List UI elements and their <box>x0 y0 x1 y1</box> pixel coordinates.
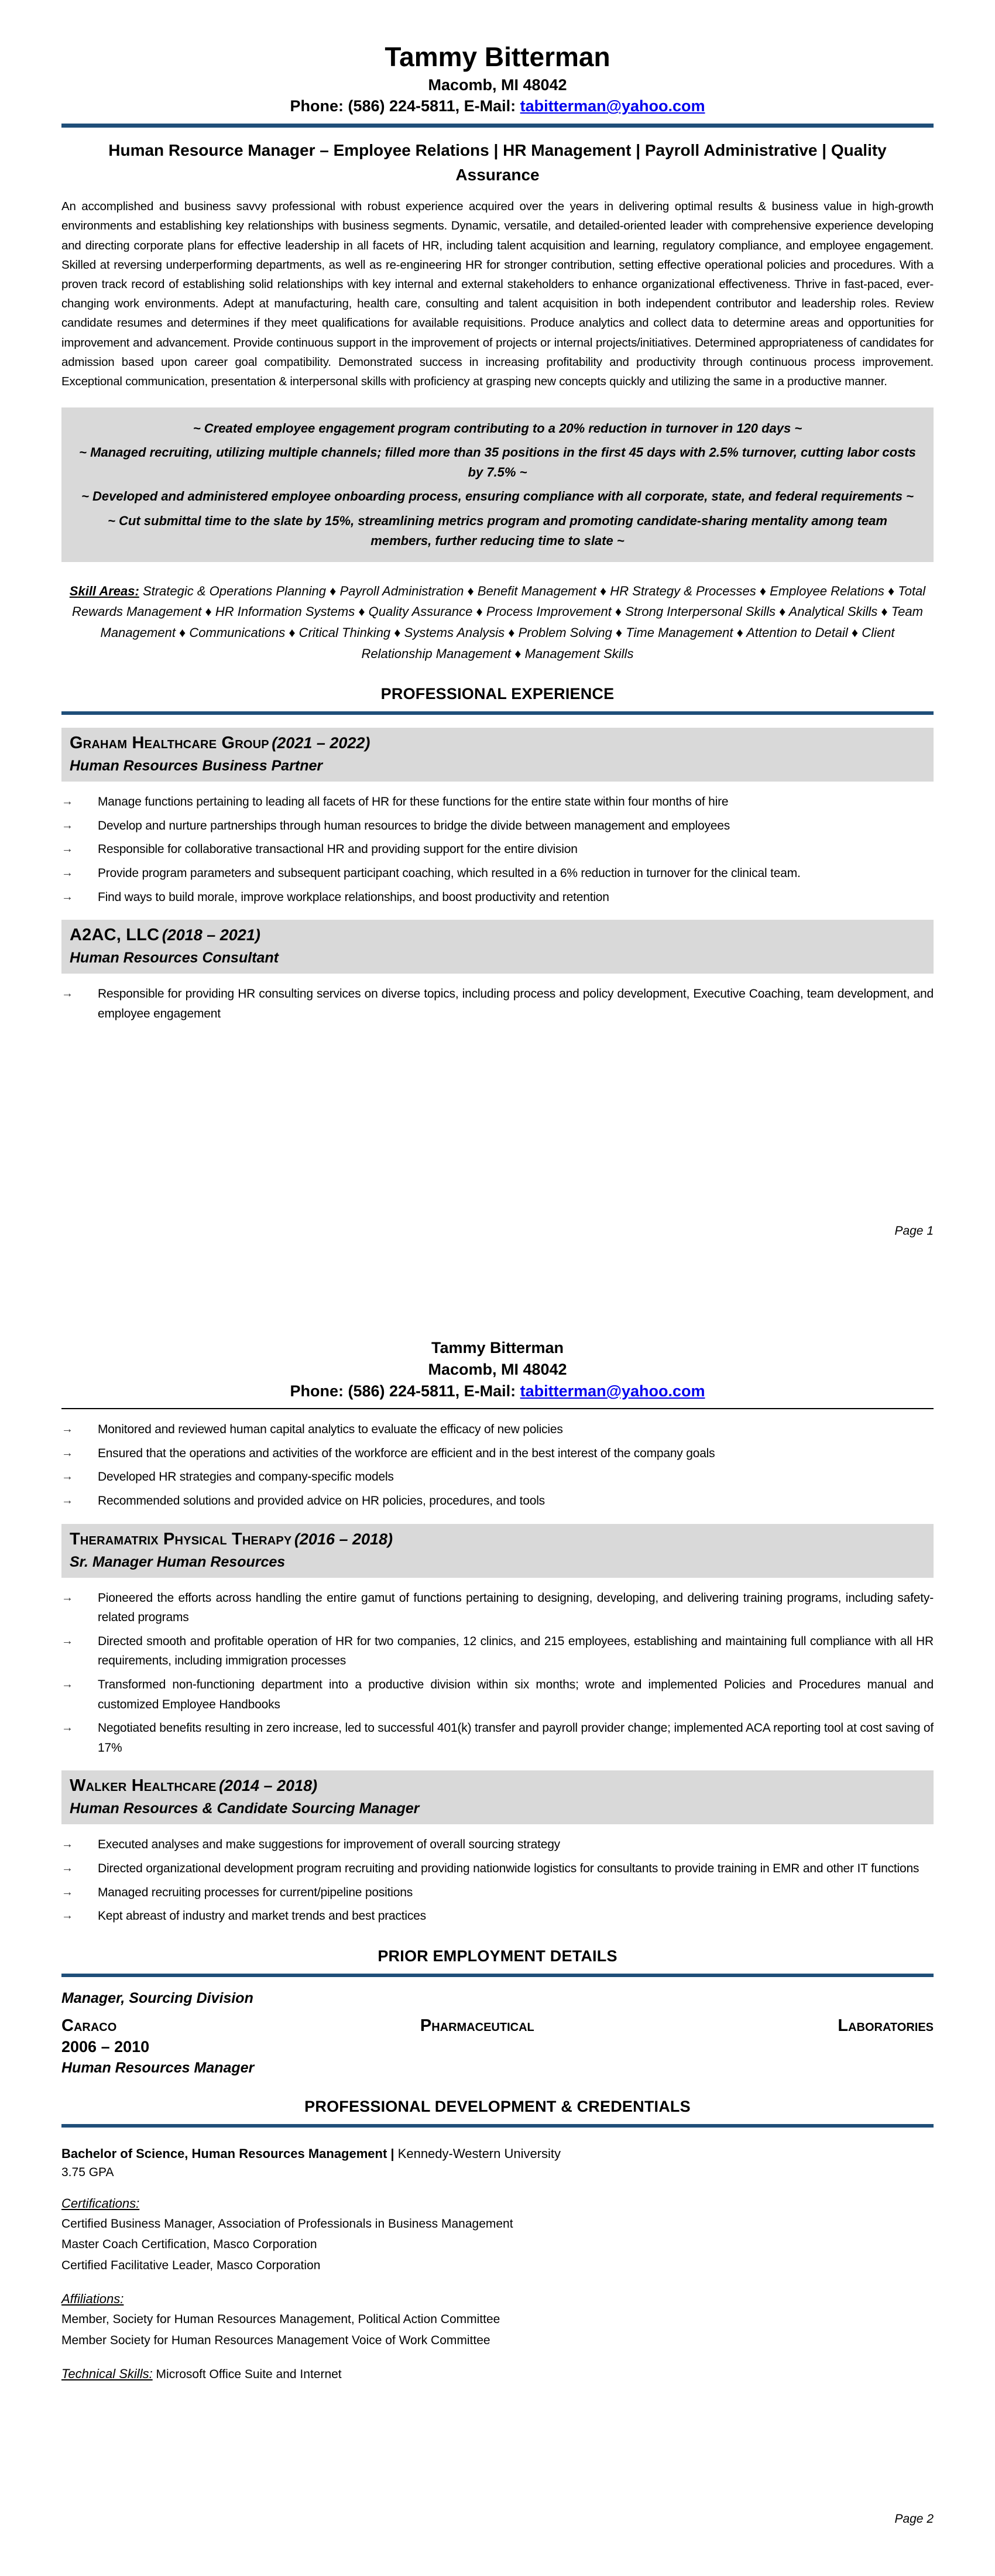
company-name: Walker Healthcare <box>70 1776 217 1796</box>
bullet-item <box>61 888 934 907</box>
job-banner-line1 <box>70 1776 925 1796</box>
bullet-text: Negotiated benefits resulting in zero increase, led to successful 401(k) transfer and payroll provider change; implemented ACA reporting tool at cost saving of 17% <box>98 1721 934 1755</box>
prior-employment-dates: 2006 – 2010 <box>61 2037 150 2056</box>
certifications-label: Certifications: <box>61 2195 140 2211</box>
prior-job-title-sourcing: Manager, Sourcing Division <box>61 1989 253 2006</box>
bullet-text: Pioneered the efforts across handling the entire gamut of functions pertaining to designing, developing, and delivering training programs, including safety-related programs <box>98 1591 934 1625</box>
section-heading-prior-employment: PRIOR EMPLOYMENT DETAILS <box>378 1947 617 1965</box>
header-divider <box>61 124 934 128</box>
arrow-bullet-icon: → <box>61 818 73 832</box>
bullet-text: Managed recruiting processes for current/pipeline positions <box>98 1885 413 1899</box>
bullet-list-walker <box>61 1835 934 1926</box>
arrow-bullet-icon: → <box>61 890 73 903</box>
job-banner-line1 <box>70 926 925 945</box>
job-title: Human Resources Business Partner <box>70 758 323 775</box>
skill-areas <box>67 581 928 664</box>
arrow-bullet-icon: → <box>61 1861 73 1875</box>
arrow-bullet-icon: → <box>61 1634 73 1647</box>
achievement-line: ~ Managed recruiting, utilizing multiple channels; filled more than 35 positions in the first 45 days with 2.5% turnover, cutting labor costs by 7.5% ~ <box>79 445 916 480</box>
company-name: A2AC, LLC <box>70 926 160 945</box>
bullet-item <box>61 1883 934 1903</box>
job-banner-walker <box>61 1770 934 1824</box>
job-title: Human Resources & Candidate Sourcing Manager <box>70 1800 420 1817</box>
achievement-line: ~ Developed and administered employee onboarding process, ensuring compliance with all corporate, state, and federal requirements ~ <box>81 489 914 504</box>
arrow-bullet-icon: → <box>61 1446 73 1460</box>
technical-skills-value: Microsoft Office Suite and Internet <box>152 2368 342 2382</box>
bullet-text: Transformed non-functioning department into a productive division within six months; wrote and implemented Policies and Procedures manual and customized Employee Handbooks <box>98 1678 934 1711</box>
achievements-block <box>61 407 934 562</box>
bullet-item <box>61 1467 934 1487</box>
certification-item: Certified Facilitative Leader, Masco Corporation <box>61 2258 321 2272</box>
email-link[interactable]: tabitterman@yahoo.com <box>520 1382 705 1400</box>
section-heading-development: PROFESSIONAL DEVELOPMENT & CREDENTIALS <box>304 2097 691 2115</box>
bullet-text: Manage functions pertaining to leading all facets of HR for these functions for the entire state within four months of hire <box>98 795 729 809</box>
university: Kennedy-Western University <box>394 2146 561 2161</box>
candidate-address: Macomb, MI 48042 <box>428 76 567 94</box>
page-number-2: Page 2 <box>894 2512 934 2526</box>
employment-dates: (2016 – 2018) <box>294 1530 393 1548</box>
bullet-item <box>61 864 934 883</box>
candidate-name: Tammy Bitterman <box>385 42 610 72</box>
bullet-text: Develop and nurture partnerships through human resources to bridge the divide between management and employees <box>98 818 730 833</box>
bullet-text: Find ways to build morale, improve workplace relationships, and boost productivity and retention <box>98 890 609 904</box>
job-banner-line1 <box>70 1530 925 1549</box>
contact-line <box>61 1382 934 1402</box>
bullet-text: Provide program parameters and subsequent participant coaching, which resulted in a 6% reduction in turnover for the clinical team. <box>98 866 801 880</box>
affiliation-item: Member, Society for Human Resources Management, Political Action Committee <box>61 2313 500 2327</box>
bullet-text: Recommended solutions and provided advice on HR policies, procedures, and tools <box>98 1494 545 1508</box>
section-heading-experience: PROFESSIONAL EXPERIENCE <box>380 685 615 703</box>
bullet-item <box>61 1859 934 1879</box>
affiliations-label: Affiliations: <box>61 2291 124 2307</box>
arrow-bullet-icon: → <box>61 1423 73 1436</box>
bullet-text: Responsible for providing HR consulting services on diverse topics, including process and policy development, Executive Coaching, team development, and employee engagement <box>98 987 934 1020</box>
job-title: Human Resources Consultant <box>70 950 279 967</box>
candidate-name: Tammy Bitterman <box>431 1339 564 1356</box>
bullet-item <box>61 792 934 812</box>
resume-headline: Human Resource Manager – Employee Relations | HR Management | Payroll Administrative | Quality Assurance <box>108 141 887 184</box>
bullet-list-theramatrix <box>61 1588 934 1758</box>
bullet-item <box>61 1588 934 1628</box>
bullet-text: Directed smooth and profitable operation of HR for two companies, 12 clinics, and 215 employees, establishing and maintaining full compliance with all HR requirements, including immigration processes <box>98 1634 934 1668</box>
bullet-item <box>61 1906 934 1926</box>
company-name: Graham Healthcare Group <box>70 734 269 753</box>
bullet-text: Kept abreast of industry and market trends and best practices <box>98 1909 426 1923</box>
candidate-address: Macomb, MI 48042 <box>428 1360 567 1378</box>
bullet-item <box>61 1835 934 1855</box>
achievement-line: ~ Created employee engagement program contributing to a 20% reduction in turnover in 120 days ~ <box>193 421 802 436</box>
arrow-bullet-icon: → <box>61 1909 73 1923</box>
achievement-line: ~ Cut submittal time to the slate by 15%, streamlining metrics program and promoting candidate-sharing mentality among team members, further reducing time to slate ~ <box>108 513 887 548</box>
bullet-item <box>61 1444 934 1464</box>
prior-job-title-hr-manager: Human Resources Manager <box>61 2059 255 2076</box>
job-banner-line1 <box>70 734 925 753</box>
arrow-bullet-icon: → <box>61 1494 73 1508</box>
technical-skills-label: Technical Skills: <box>61 2366 153 2382</box>
bullet-text: Developed HR strategies and company-specific models <box>98 1470 394 1484</box>
arrow-bullet-icon: → <box>61 795 73 809</box>
employment-dates: (2014 – 2018) <box>218 1777 318 1795</box>
arrow-bullet-icon: → <box>61 1838 73 1851</box>
degree: Bachelor of Science, Human Resources Management | <box>61 2146 394 2161</box>
certification-item: Certified Business Manager, Association of Professionals in Business Management <box>61 2217 513 2231</box>
professional-summary: An accomplished and business savvy professional with robust experience acquired over the years in delivering optimal results & business value in high-growth environments and establishing key relationships with business segments. Dynamic, versatile, and detailed-oriented leader with comprehensive experience developing and directing corporate plans for effective leadership in all facets of HR, including talent acquisition and learning, regulatory compliance, and employee engagement. Skilled at reversing underperforming departments, as well as re-engineering HR for stronger contribution, setting effective operational policies and procedures. With a proven track record of establishing solid relationships with key internal and external stakeholders to enhance organizational effectiveness. Thrive in fast-paced, ever-changing work environments. Adept at manufacturing, health care, consulting and talent acquisition in both independent contributor and leadership roles. Review candidate resumes and determines if they meet qualifications for available requisitions. Produce analytics and collect data to determine areas and opportunities for improvement and advancement. Provide continuous support in the improvement of projects or internal projects/initiatives. Determined appropriateness of candidates for admission based upon career goal compatibility. Demonstrated success in increasing profitability and productivity through continuous process improvement. Exceptional communication, presentation & interpersonal skills with proficiency at grasping new concepts quickly and utilizing the same in a productive manner. <box>61 200 934 388</box>
bullet-list-graham <box>61 792 934 907</box>
job-title: Sr. Manager Human Resources <box>70 1553 286 1570</box>
bullet-item <box>61 1718 934 1758</box>
job-banner-graham <box>61 728 934 782</box>
section-divider <box>61 2124 934 2128</box>
company-name: Theramatrix Physical Therapy <box>70 1529 292 1549</box>
page-number-1: Page 1 <box>894 1224 934 1238</box>
bullet-text: Executed analyses and make suggestions for improvement of overall sourcing strategy <box>98 1838 560 1852</box>
bullet-item <box>61 816 934 836</box>
gpa: 3.75 GPA <box>61 2165 114 2179</box>
section-divider <box>61 1974 934 1977</box>
phone-email-prefix: Phone: (586) 224-5811, E-Mail: <box>290 1382 520 1400</box>
email-link[interactable]: tabitterman@yahoo.com <box>520 97 705 115</box>
bullet-item <box>61 984 934 1023</box>
arrow-bullet-icon: → <box>61 1885 73 1899</box>
bullet-item <box>61 1491 934 1511</box>
bullet-item <box>61 1675 934 1714</box>
contact-line <box>61 97 934 117</box>
bullet-list-continuation <box>61 1420 934 1510</box>
bullet-text: Responsible for collaborative transactional HR and providing support for the entire division <box>98 842 578 857</box>
job-banner-theramatrix <box>61 1524 934 1578</box>
bullet-item <box>61 840 934 859</box>
arrow-bullet-icon: → <box>61 866 73 879</box>
skill-areas-label: Skill Areas: <box>69 583 139 598</box>
arrow-bullet-icon: → <box>61 1678 73 1691</box>
bullet-item <box>61 1632 934 1671</box>
certification-item: Master Coach Certification, Masco Corporation <box>61 2238 317 2252</box>
arrow-bullet-icon: → <box>61 987 73 1001</box>
education-line <box>61 2144 934 2163</box>
arrow-bullet-icon: → <box>61 1721 73 1735</box>
affiliations-list <box>61 2310 934 2350</box>
bullet-list-a2ac <box>61 984 934 1023</box>
certifications-list <box>61 2215 934 2276</box>
employment-dates: (2018 – 2021) <box>162 926 260 944</box>
resume-page-2 <box>0 1288 995 2576</box>
phone-email-prefix: Phone: (586) 224-5811, E-Mail: <box>290 97 520 115</box>
bullet-text: Directed organizational development program recruiting and providing nationwide logistics for consultants to provide training in EMR and other IT functions <box>98 1861 919 1875</box>
bullet-text: Ensured that the operations and activities of the workforce are efficient and in the best interest of the company goals <box>98 1446 715 1460</box>
arrow-bullet-icon: → <box>61 1470 73 1484</box>
bullet-item <box>61 1420 934 1440</box>
skill-areas-list: Strategic & Operations Planning ♦ Payroll Administration ♦ Benefit Management ♦ HR Strategy & Processes ♦ Employee Relations ♦ Total Rewards Management ♦ HR Information Systems ♦ Quality Assurance ♦ Process Improvement ♦ Strong Interpersonal Skills ♦ Analytical Skills ♦ Team Management ♦ Communications ♦ Critical Thinking ♦ Systems Analysis ♦ Problem Solving ♦ Time Management ♦ Attention to Detail ♦ Client Relationship Management ♦ Management Skills <box>72 583 926 661</box>
job-banner-a2ac <box>61 920 934 974</box>
employment-dates: (2021 – 2022) <box>272 734 370 752</box>
arrow-bullet-icon: → <box>61 1591 73 1604</box>
prior-company-caraco: Caraco Pharmaceutical Laboratories <box>61 2016 934 2035</box>
arrow-bullet-icon: → <box>61 842 73 856</box>
header-divider-thin <box>61 1408 934 1409</box>
affiliation-item: Member Society for Human Resources Management Voice of Work Committee <box>61 2333 490 2347</box>
bullet-text: Monitored and reviewed human capital analytics to evaluate the efficacy of new policies <box>98 1423 563 1437</box>
section-divider <box>61 711 934 715</box>
technical-skills-line <box>61 2366 934 2382</box>
